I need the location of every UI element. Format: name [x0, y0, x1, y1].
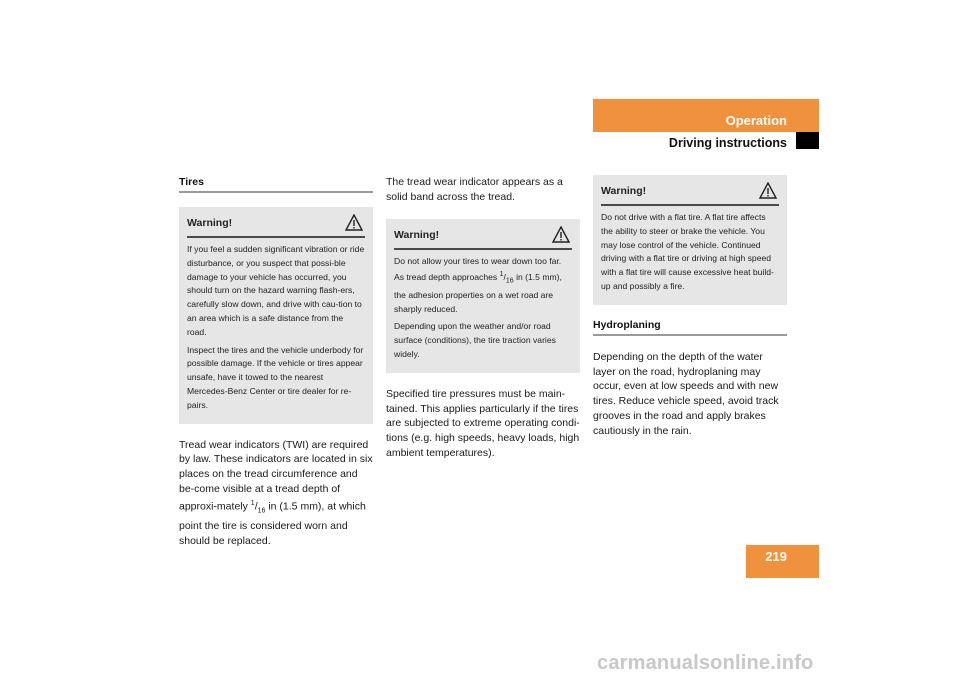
- warning-text: Do not drive with a flat tire. A flat tire affects the ability to steer or brake the vehicle. You may lose control of the vehicle. Continued driving with a flat tire or driving at high speed with a flat tire will cause excessive heat build-up and possibly a fire.: [601, 212, 774, 291]
- column-flat-hydroplaning: [593, 175, 787, 439]
- watermark-text: carmanualsonline.info: [597, 652, 814, 674]
- hydroplaning-paragraph: Depending on the depth of the water layer on the road, hydroplaning may occur, even at low speeds and with new tires. Reduce vehicle speed, avoid track grooves in the road and apply brakes cautiously in the rain.: [593, 350, 779, 437]
- warning-box-tread-depth: [386, 219, 580, 373]
- tread-intro-paragraph: The tread wear indicator appears as a solid band across the tread.: [386, 176, 563, 203]
- subsection-title: Driving instructions: [668, 136, 787, 150]
- page-number: 219: [765, 549, 787, 564]
- warning-text: If you feel a sudden significant vibration or ride disturbance, or you suspect that possi-ble damage to your vehicle has occurred, you should turn on the hazard warning flash-ers, carefully slow down, and drive with cau-tion to an area which is a safe distance from the road.: [187, 244, 365, 337]
- header-marker: [796, 132, 819, 149]
- warning-triangle-icon: [759, 182, 777, 199]
- twi-paragraph: Tread wear indicators (TWI) are required by law. These indicators are located in six places on the tread circumference and be-come visible at a tread depth of approxi-mately $^1/_{16}$ in (1.5 mm), at which point the tire is considered worn and should be replaced.: [179, 438, 373, 547]
- warning-label: Warning!: [601, 185, 647, 197]
- tire-pressure-paragraph: Specified tire pressures must be main-tained. This applies particularly if the tires are subjected to extreme operating condi-tions (e.g. high speeds, heavy loads, high ambient temperatures).: [386, 387, 580, 459]
- warning-label: Warning!: [187, 217, 233, 229]
- section-heading-tires: Tires: [179, 176, 373, 193]
- warning-header: [601, 182, 779, 206]
- warning-box-flat-tire: [593, 175, 787, 305]
- header-section-tab: [593, 99, 819, 132]
- column-tread: [386, 175, 580, 461]
- warning-box-vibration: [179, 207, 373, 424]
- section-title: Operation: [725, 113, 787, 128]
- warning-header: [187, 214, 365, 238]
- warning-text: Do not allow your tires to wear down too far. As tread depth approaches $^1/_{16}$ in (1.5 mm), the adhesion properties on a wet road are sharply reduced.: [394, 255, 562, 314]
- section-heading-hydroplaning: Hydroplaning: [593, 319, 787, 336]
- warning-triangle-icon: [552, 226, 570, 243]
- warning-triangle-icon: [345, 214, 363, 231]
- warning-label: Warning!: [394, 228, 440, 241]
- warning-header: [394, 226, 572, 250]
- warning-text: Depending upon the weather and/or road surface (conditions), the tire traction varies widely.: [394, 321, 556, 359]
- column-tires: [179, 176, 373, 549]
- page-number-box: [746, 545, 819, 578]
- warning-text: Inspect the tires and the vehicle underbody for possible damage. If the vehicle or tires appear unsafe, have it towed to the nearest Mercedes-Benz Center or tire dealer for re-pairs.: [187, 344, 364, 410]
